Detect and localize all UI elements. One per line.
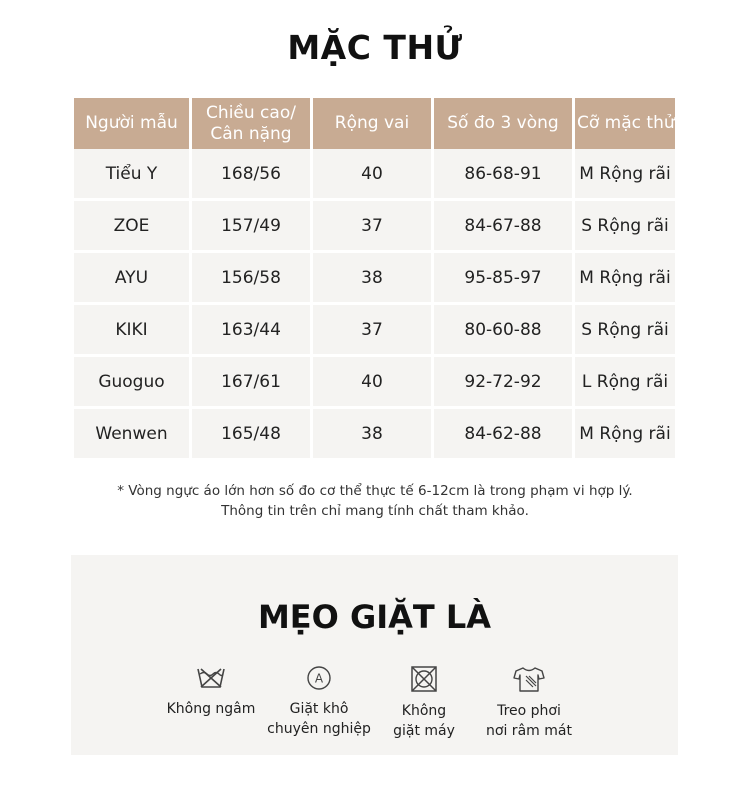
care-label-line: Không bbox=[401, 703, 447, 719]
care-label-line: Treo phơi bbox=[497, 703, 561, 719]
cell-shoulder: 38 bbox=[313, 253, 431, 305]
cell-height-weight: 168/56 bbox=[192, 149, 310, 201]
cell-size: L Rộng rãi bbox=[575, 357, 675, 409]
table-row bbox=[74, 357, 675, 409]
cell-model: Tiểu Y bbox=[74, 149, 189, 201]
cell-model: AYU bbox=[74, 253, 189, 305]
cell-shoulder: 40 bbox=[313, 357, 431, 409]
cell-model: ZOE bbox=[74, 201, 189, 253]
table-row bbox=[74, 253, 675, 305]
cell-height-weight: 163/44 bbox=[192, 305, 310, 357]
table-row bbox=[74, 149, 675, 201]
size-table bbox=[71, 98, 678, 461]
cell-measurements: 80-60-88 bbox=[434, 305, 572, 357]
table-row bbox=[74, 409, 675, 461]
hang-dry-shade-icon bbox=[512, 665, 546, 693]
table-row bbox=[74, 305, 675, 357]
header-model: Người mẫu bbox=[74, 98, 189, 149]
care-label-line: chuyên nghiệp bbox=[267, 721, 371, 737]
header-height-weight: Chiều cao/ Cân nặng bbox=[192, 98, 310, 149]
fit-note bbox=[0, 481, 750, 521]
cell-height-weight: 156/58 bbox=[192, 253, 310, 305]
table-row bbox=[74, 201, 675, 253]
dry-clean-icon bbox=[304, 665, 334, 691]
cell-height-weight: 165/48 bbox=[192, 409, 310, 461]
table-header-row bbox=[74, 98, 675, 149]
care-item-dry-clean bbox=[259, 665, 379, 739]
care-label-line: nơi râm mát bbox=[486, 723, 572, 739]
cell-measurements: 84-67-88 bbox=[434, 201, 572, 253]
cell-height-weight: 167/61 bbox=[192, 357, 310, 409]
care-item-no-machine-wash bbox=[364, 665, 484, 741]
cell-size: M Rộng rãi bbox=[575, 149, 675, 201]
note-line-2: Thông tin trên chỉ mang tính chất tham khảo. bbox=[221, 503, 529, 519]
header-size: Cỡ mặc thử bbox=[575, 98, 675, 149]
care-section bbox=[71, 555, 678, 755]
cell-measurements: 92-72-92 bbox=[434, 357, 572, 409]
cell-shoulder: 38 bbox=[313, 409, 431, 461]
cell-model: Wenwen bbox=[74, 409, 189, 461]
cell-measurements: 84-62-88 bbox=[434, 409, 572, 461]
header-shoulder: Rộng vai bbox=[313, 98, 431, 149]
care-title: MẸO GIẶT LÀ bbox=[257, 598, 492, 636]
header-measurements: Số đo 3 vòng bbox=[434, 98, 572, 149]
no-machine-wash-icon bbox=[409, 665, 439, 693]
care-item-hang-dry bbox=[469, 665, 589, 741]
cell-shoulder: 37 bbox=[313, 201, 431, 253]
cell-measurements: 86-68-91 bbox=[434, 149, 572, 201]
cell-shoulder: 37 bbox=[313, 305, 431, 357]
cell-size: M Rộng rãi bbox=[575, 409, 675, 461]
page-title: MẶC THỬ bbox=[287, 28, 463, 67]
cell-shoulder: 40 bbox=[313, 149, 431, 201]
cell-height-weight: 157/49 bbox=[192, 201, 310, 253]
cell-measurements: 95-85-97 bbox=[434, 253, 572, 305]
care-label-line: Giặt khô bbox=[289, 701, 349, 717]
cell-model: Guoguo bbox=[74, 357, 189, 409]
care-item-no-soak bbox=[151, 665, 271, 719]
cell-size: S Rộng rãi bbox=[575, 201, 675, 253]
care-label-line: Không ngâm bbox=[166, 701, 256, 717]
cell-model: KIKI bbox=[74, 305, 189, 357]
dry-clean-letter: A bbox=[314, 671, 324, 686]
care-label-line: giặt máy bbox=[393, 723, 455, 739]
cell-size: M Rộng rãi bbox=[575, 253, 675, 305]
note-line-1: * Vòng ngực áo lớn hơn số đo cơ thể thực tế 6-12cm là trong phạm vi hợp lý. bbox=[117, 483, 633, 499]
cell-size: S Rộng rãi bbox=[575, 305, 675, 357]
no-soak-icon bbox=[196, 665, 226, 691]
